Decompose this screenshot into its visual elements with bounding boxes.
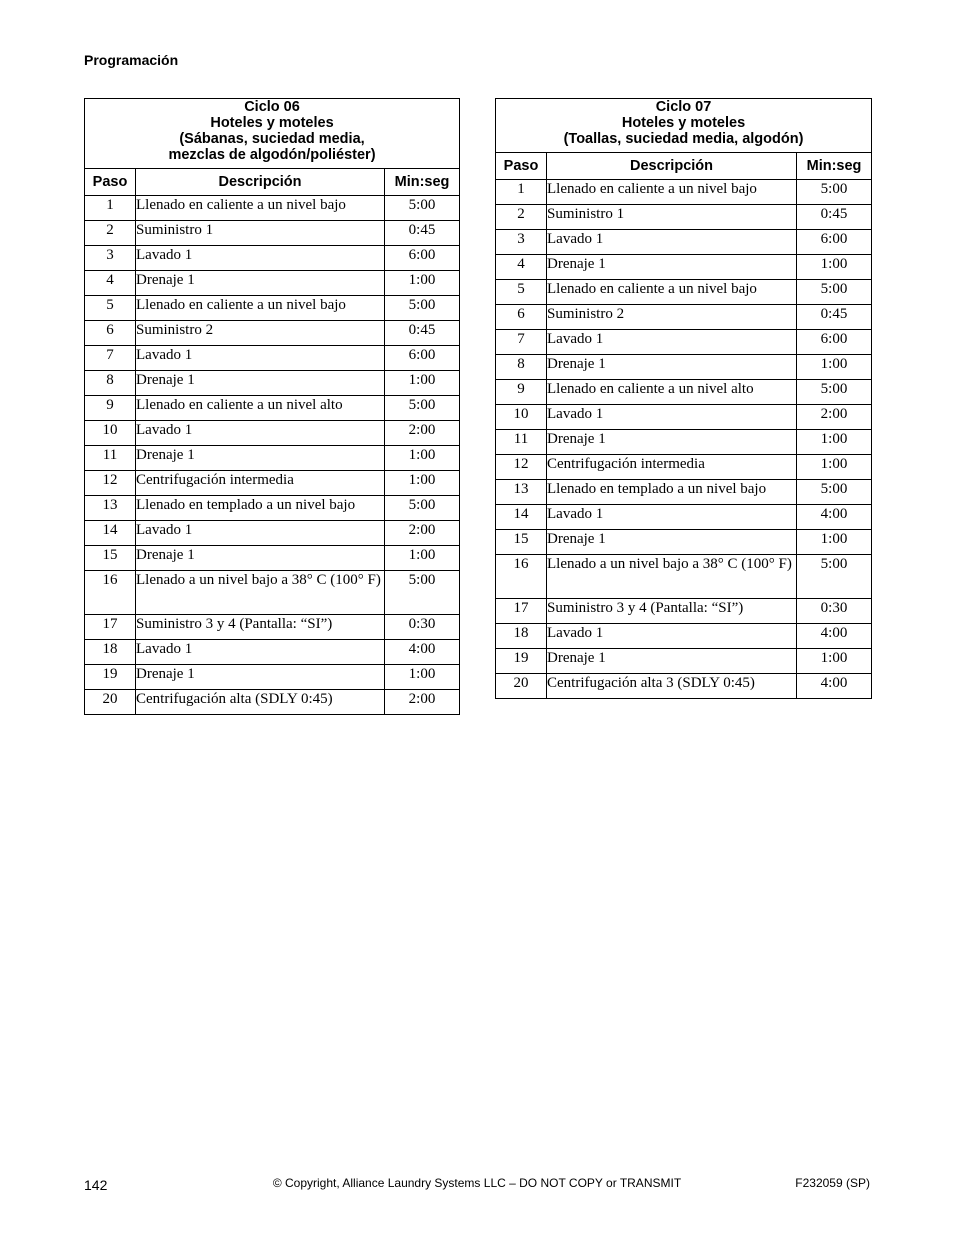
time-cell: 5:00 [797, 280, 872, 305]
description-cell: Llenado en caliente a un nivel bajo [136, 196, 385, 221]
column-header-time: Min:seg [385, 169, 460, 196]
cycle-07-title: Ciclo 07 [655, 99, 712, 115]
step-cell: 4 [85, 271, 136, 296]
time-cell: 5:00 [797, 380, 872, 405]
description-cell: Centrifugación alta (SDLY 0:45) [136, 690, 385, 715]
table-row [496, 530, 872, 555]
step-cell: 4 [496, 255, 547, 280]
description-cell: Llenado en caliente a un nivel bajo [136, 296, 385, 321]
step-cell: 18 [85, 640, 136, 665]
description-cell: Lavado 1 [136, 246, 385, 271]
description-cell: Drenaje 1 [136, 546, 385, 571]
step-cell: 9 [85, 396, 136, 421]
table-row [496, 555, 872, 599]
step-cell: 3 [496, 230, 547, 255]
description-cell: Lavado 1 [136, 421, 385, 446]
table-row [496, 505, 872, 530]
step-cell: 14 [85, 521, 136, 546]
step-cell: 9 [496, 380, 547, 405]
time-cell: 4:00 [797, 505, 872, 530]
description-cell: Lavado 1 [547, 624, 797, 649]
step-cell: 20 [85, 690, 136, 715]
step-cell: 10 [85, 421, 136, 446]
time-cell: 5:00 [385, 496, 460, 521]
table-row [85, 346, 460, 371]
cycle-06-table [84, 98, 460, 715]
description-cell: Lavado 1 [547, 405, 797, 430]
time-cell: 5:00 [797, 180, 872, 205]
time-cell: 4:00 [385, 640, 460, 665]
table-row [85, 571, 460, 615]
time-cell: 0:45 [797, 205, 872, 230]
step-cell: 11 [85, 446, 136, 471]
table-row [496, 674, 872, 699]
page-number: 142 [84, 1177, 108, 1193]
time-cell: 1:00 [385, 665, 460, 690]
description-cell: Llenado en caliente a un nivel alto [136, 396, 385, 421]
column-header-description: Descripción [547, 153, 797, 180]
time-cell: 1:00 [797, 455, 872, 480]
description-cell: Suministro 3 y 4 (Pantalla: “SI”) [136, 615, 385, 640]
time-cell: 1:00 [385, 371, 460, 396]
table-row [85, 246, 460, 271]
table-row [85, 271, 460, 296]
description-cell: Suministro 1 [547, 205, 797, 230]
description-cell: Llenado en caliente a un nivel bajo [547, 280, 797, 305]
document-id: F232059 (SP) [795, 1176, 870, 1190]
step-cell: 1 [496, 180, 547, 205]
time-cell: 6:00 [797, 230, 872, 255]
step-cell: 15 [496, 530, 547, 555]
time-cell: 2:00 [797, 405, 872, 430]
step-cell: 13 [85, 496, 136, 521]
step-cell: 16 [85, 571, 136, 615]
description-cell: Suministro 2 [547, 305, 797, 330]
step-cell: 12 [85, 471, 136, 496]
step-cell: 18 [496, 624, 547, 649]
description-cell: Drenaje 1 [136, 665, 385, 690]
table-row [85, 496, 460, 521]
table-row [496, 480, 872, 505]
cycle-07-caption [496, 99, 872, 153]
cycle-06-subtitle: Hoteles y moteles [210, 115, 334, 131]
table-row [85, 521, 460, 546]
description-cell: Llenado en caliente a un nivel alto [547, 380, 797, 405]
column-header-step: Paso [496, 153, 547, 180]
step-cell: 15 [85, 546, 136, 571]
time-cell: 2:00 [385, 521, 460, 546]
table-row [496, 455, 872, 480]
table-row [85, 640, 460, 665]
description-cell: Drenaje 1 [136, 446, 385, 471]
description-cell: Llenado en caliente a un nivel bajo [547, 180, 797, 205]
time-cell: 6:00 [385, 246, 460, 271]
table-row [85, 371, 460, 396]
table-row [496, 255, 872, 280]
time-cell: 5:00 [797, 480, 872, 505]
description-cell: Llenado en templado a un nivel bajo [547, 480, 797, 505]
description-cell: Drenaje 1 [547, 255, 797, 280]
copyright-notice: © Copyright, Alliance Laundry Systems LLC – DO NOT COPY or TRANSMIT [272, 1176, 682, 1190]
cycle-07-detail-1: (Toallas, suciedad media, algodón) [563, 131, 804, 147]
step-cell: 17 [85, 615, 136, 640]
step-cell: 16 [496, 555, 547, 599]
table-row [85, 396, 460, 421]
cycle-06-title: Ciclo 06 [244, 99, 300, 115]
description-cell: Lavado 1 [547, 505, 797, 530]
time-cell: 5:00 [385, 296, 460, 321]
time-cell: 5:00 [385, 396, 460, 421]
table-row [496, 405, 872, 430]
table-row [496, 355, 872, 380]
table-row [85, 221, 460, 246]
time-cell: 1:00 [797, 430, 872, 455]
cycle-06-detail-2: mezclas de algodón/poliéster) [168, 147, 376, 163]
description-cell: Centrifugación intermedia [136, 471, 385, 496]
time-cell: 0:45 [797, 305, 872, 330]
description-cell: Drenaje 1 [547, 355, 797, 380]
time-cell: 2:00 [385, 690, 460, 715]
table-row [496, 330, 872, 355]
cycle-07-rows [496, 180, 872, 699]
time-cell: 0:30 [797, 599, 872, 624]
time-cell: 1:00 [385, 471, 460, 496]
step-cell: 6 [85, 321, 136, 346]
table-row [85, 615, 460, 640]
description-cell: Centrifugación intermedia [547, 455, 797, 480]
time-cell: 0:45 [385, 221, 460, 246]
time-cell: 0:45 [385, 321, 460, 346]
time-cell: 1:00 [797, 649, 872, 674]
table-row [85, 690, 460, 715]
table-row [85, 321, 460, 346]
time-cell: 4:00 [797, 674, 872, 699]
description-cell: Drenaje 1 [547, 430, 797, 455]
step-cell: 11 [496, 430, 547, 455]
description-cell: Drenaje 1 [547, 530, 797, 555]
step-cell: 12 [496, 455, 547, 480]
time-cell: 5:00 [385, 196, 460, 221]
column-header-step: Paso [85, 169, 136, 196]
description-cell: Drenaje 1 [136, 271, 385, 296]
time-cell: 6:00 [797, 330, 872, 355]
description-cell: Drenaje 1 [547, 649, 797, 674]
column-header-description: Descripción [136, 169, 385, 196]
step-cell: 2 [85, 221, 136, 246]
time-cell: 1:00 [797, 355, 872, 380]
cycle-06-rows [85, 196, 460, 715]
time-cell: 4:00 [797, 624, 872, 649]
table-row [496, 599, 872, 624]
description-cell: Drenaje 1 [136, 371, 385, 396]
description-cell: Lavado 1 [136, 640, 385, 665]
description-cell: Lavado 1 [547, 330, 797, 355]
table-row [85, 546, 460, 571]
step-cell: 5 [496, 280, 547, 305]
step-cell: 19 [85, 665, 136, 690]
description-cell: Llenado a un nivel bajo a 38° C (100° F) [136, 571, 385, 615]
table-row [85, 421, 460, 446]
table-row [85, 665, 460, 690]
step-cell: 7 [85, 346, 136, 371]
step-cell: 8 [85, 371, 136, 396]
cycle-06-caption [85, 99, 460, 169]
cycle-07-table [495, 98, 872, 699]
step-cell: 10 [496, 405, 547, 430]
description-cell: Suministro 3 y 4 (Pantalla: “SI”) [547, 599, 797, 624]
table-row [85, 471, 460, 496]
time-cell: 1:00 [385, 546, 460, 571]
step-cell: 19 [496, 649, 547, 674]
table-row [496, 280, 872, 305]
description-cell: Centrifugación alta 3 (SDLY 0:45) [547, 674, 797, 699]
description-cell: Llenado a un nivel bajo a 38° C (100° F) [547, 555, 797, 599]
table-row [85, 296, 460, 321]
cycle-06-detail-1: (Sábanas, suciedad media, [179, 131, 365, 147]
time-cell: 6:00 [385, 346, 460, 371]
step-cell: 6 [496, 305, 547, 330]
time-cell: 5:00 [385, 571, 460, 615]
description-cell: Llenado en templado a un nivel bajo [136, 496, 385, 521]
step-cell: 7 [496, 330, 547, 355]
time-cell: 1:00 [797, 530, 872, 555]
table-row [496, 305, 872, 330]
description-cell: Lavado 1 [547, 230, 797, 255]
description-cell: Lavado 1 [136, 346, 385, 371]
time-cell: 2:00 [385, 421, 460, 446]
time-cell: 1:00 [385, 271, 460, 296]
table-row [496, 430, 872, 455]
step-cell: 3 [85, 246, 136, 271]
step-cell: 2 [496, 205, 547, 230]
step-cell: 14 [496, 505, 547, 530]
time-cell: 1:00 [385, 446, 460, 471]
table-row [496, 649, 872, 674]
time-cell: 1:00 [797, 255, 872, 280]
step-cell: 8 [496, 355, 547, 380]
step-cell: 20 [496, 674, 547, 699]
table-row [496, 230, 872, 255]
description-cell: Suministro 2 [136, 321, 385, 346]
section-title: Programación [84, 52, 179, 68]
time-cell: 0:30 [385, 615, 460, 640]
description-cell: Lavado 1 [136, 521, 385, 546]
table-row [496, 180, 872, 205]
table-row [496, 205, 872, 230]
step-cell: 1 [85, 196, 136, 221]
table-row [85, 446, 460, 471]
table-row [496, 380, 872, 405]
cycle-07-subtitle: Hoteles y moteles [621, 115, 746, 131]
step-cell: 13 [496, 480, 547, 505]
step-cell: 17 [496, 599, 547, 624]
step-cell: 5 [85, 296, 136, 321]
description-cell: Suministro 1 [136, 221, 385, 246]
table-row [85, 196, 460, 221]
column-header-time: Min:seg [797, 153, 872, 180]
table-row [496, 624, 872, 649]
time-cell: 5:00 [797, 555, 872, 599]
